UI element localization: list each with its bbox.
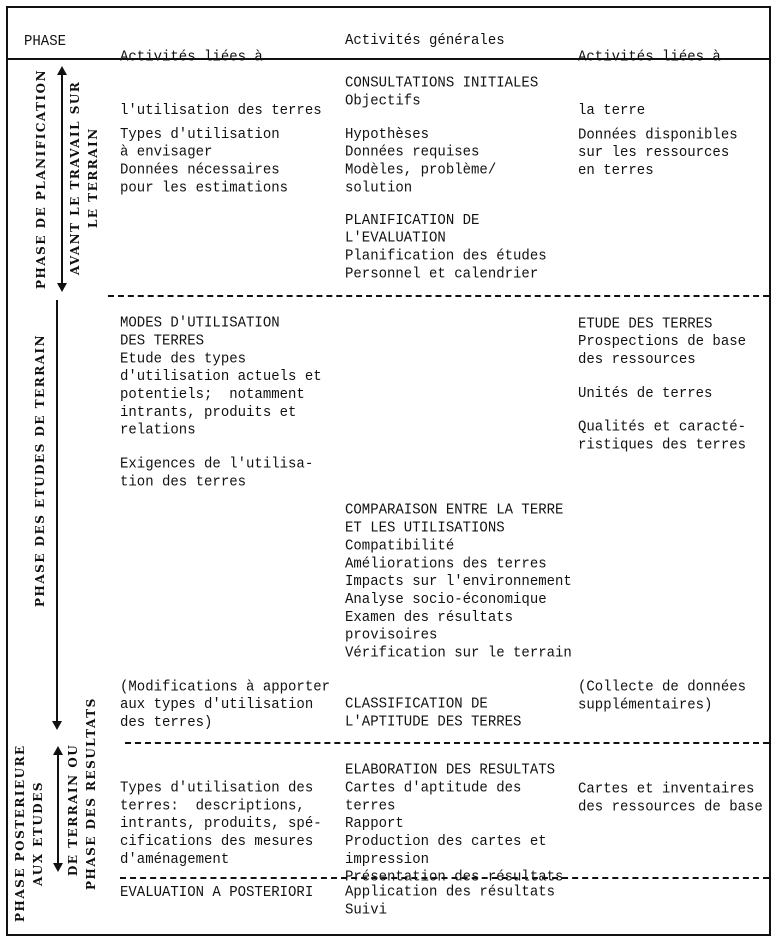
text-line: Données disponibles <box>578 126 738 144</box>
text-line: L'EVALUATION <box>345 230 446 247</box>
post-land-use-block <box>120 780 322 869</box>
text-line: (Modifications à apporter <box>120 678 331 696</box>
text-line: des ressources de base <box>578 799 763 816</box>
text-line: ET LES UTILISATIONS <box>345 520 505 537</box>
post-land-block <box>578 781 763 817</box>
text-line: EVALUATION A POSTERIORI <box>120 884 314 902</box>
text-line: Rapport <box>345 815 404 833</box>
text-line: Hypothèses <box>345 126 430 144</box>
text-line: CLASSIFICATION DE <box>345 696 488 713</box>
text-line: COMPARAISON ENTRE LA TERRE <box>345 502 564 519</box>
sublabel-line: AVANT LE TRAVAIL SUR <box>68 80 82 276</box>
phase-arrow-post <box>57 748 59 870</box>
field-land-block <box>578 386 712 404</box>
text-line: tion des terres <box>120 474 247 491</box>
text-line: des ressources <box>578 351 696 369</box>
text-line: Vérification sur le terrain <box>345 644 572 662</box>
text-line: en terres <box>578 162 654 180</box>
text-line: ELABORATION DES RESULTATS <box>345 762 556 779</box>
text-line: Suivi <box>345 902 388 919</box>
text-line: Données requises <box>345 144 480 161</box>
text-line: Examen des résultats <box>345 609 514 627</box>
text-line: d'utilisation actuels et <box>120 368 322 386</box>
text-line: Application des résultats <box>345 884 556 901</box>
planning-general-block <box>345 126 496 197</box>
header-phase: PHASE <box>24 33 67 51</box>
text-line: Production des cartes et <box>345 833 547 851</box>
text-line: aux types d'utilisation <box>120 696 314 714</box>
text-line: Types d'utilisation <box>120 126 280 144</box>
planning-land-block <box>578 127 738 181</box>
text-line: DES TERRES <box>120 332 205 350</box>
text-line: Qualités et caracté- <box>578 419 747 436</box>
text-line: Compatibilité <box>345 537 455 555</box>
header-general: Activités générales <box>345 32 505 50</box>
text-line: terres: descriptions, <box>120 797 305 815</box>
header-line: l'utilisation des terres <box>120 102 322 120</box>
header-line: Activités liées à <box>578 48 721 66</box>
text-line: Unités de terres <box>578 385 713 403</box>
text-line: sur les ressources <box>578 144 730 162</box>
header-line: Activités liées à <box>120 48 263 66</box>
text-line: Objectifs <box>345 93 421 110</box>
text-line: Cartes d'aptitude des <box>345 779 522 797</box>
text-line: ristiques des terres <box>578 437 747 454</box>
text-line: Présentation des résultats <box>345 869 564 886</box>
field-land-use-block <box>120 315 322 440</box>
text-line: Personnel et calendrier <box>345 265 539 283</box>
text-line: L'APTITUDE DES TERRES <box>345 714 522 731</box>
sublabel-line: LE TERRAIN <box>86 127 100 229</box>
field-land-block <box>578 419 746 455</box>
sublabel-line: DE TERRAIN OU <box>66 743 80 877</box>
text-line: ETUDE DES TERRES <box>578 315 713 333</box>
field-general-block <box>345 502 572 663</box>
header-line: la terre <box>578 102 646 120</box>
phase-divider-planning <box>108 295 769 297</box>
text-line: Cartes et inventaires <box>578 781 755 798</box>
field-land-use-block <box>120 679 330 733</box>
planning-land-use-block <box>120 126 288 197</box>
text-line: Etude des types <box>120 350 247 368</box>
header-land <box>578 13 721 138</box>
header-land-use <box>120 13 322 138</box>
text-line: terres <box>345 797 396 815</box>
text-line: relations <box>120 422 196 439</box>
field-general-block <box>345 696 521 732</box>
field-land-block <box>578 679 746 715</box>
text-line: Données nécessaires <box>120 162 280 179</box>
text-line: cifications des mesures <box>120 833 314 851</box>
post-land-use-block <box>120 885 313 903</box>
text-line: pour les estimations <box>120 179 289 197</box>
text-line: des terres) <box>120 714 213 732</box>
text-line: à envisager <box>120 144 213 161</box>
text-line: d'aménagement <box>120 851 230 869</box>
text-line: Prospections de base <box>578 333 747 351</box>
phase-sublabel-post <box>64 697 102 890</box>
text-line: MODES D'UTILISATION <box>120 315 280 332</box>
text-line: potentiels; notamment <box>120 386 305 404</box>
text-line: PLANIFICATION DE <box>345 212 480 230</box>
text-line: (Collecte de données <box>578 679 747 696</box>
text-line: CONSULTATIONS INITIALES <box>345 75 539 92</box>
phase-arrow-planning <box>61 68 63 290</box>
label-line: AUX ETUDES <box>31 780 45 886</box>
field-land-use-block <box>120 456 313 492</box>
text-line: intrants, produits, spé- <box>120 815 322 833</box>
text-line: Modèles, problème/ <box>345 162 497 179</box>
planning-general-block <box>345 75 538 111</box>
text-line: solution <box>345 179 413 197</box>
post-general-block <box>345 884 555 920</box>
text-line: supplémentaires) <box>578 697 713 714</box>
phase-label-post <box>11 738 49 928</box>
sublabel-line: PHASE DES RESULTATS <box>84 697 98 890</box>
text-line: provisoires <box>345 627 438 644</box>
phase-label-planning: PHASE DE PLANIFICATION <box>34 68 48 290</box>
label-line: PHASE POSTERIEURE <box>13 744 27 922</box>
field-land-block <box>578 316 746 370</box>
text-line: intrants, produits et <box>120 404 297 422</box>
phase-label-field: PHASE DES ETUDES DE TERRAIN <box>33 333 47 607</box>
text-line: Analyse socio-économique <box>345 591 547 609</box>
text-line: Améliorations des terres <box>345 555 547 573</box>
planning-general-block <box>345 212 547 283</box>
phase-arrow-field <box>56 300 58 728</box>
text-line: Impacts sur l'environnement <box>345 573 572 591</box>
post-general-block <box>345 762 563 887</box>
text-line: Planification des études <box>345 248 547 265</box>
text-line: Types d'utilisation des <box>120 779 314 797</box>
text-line: impression <box>345 851 430 869</box>
phase-sublabel-planning <box>66 78 104 278</box>
text-line: Exigences de l'utilisa- <box>120 456 314 473</box>
phase-divider-field <box>125 742 769 744</box>
